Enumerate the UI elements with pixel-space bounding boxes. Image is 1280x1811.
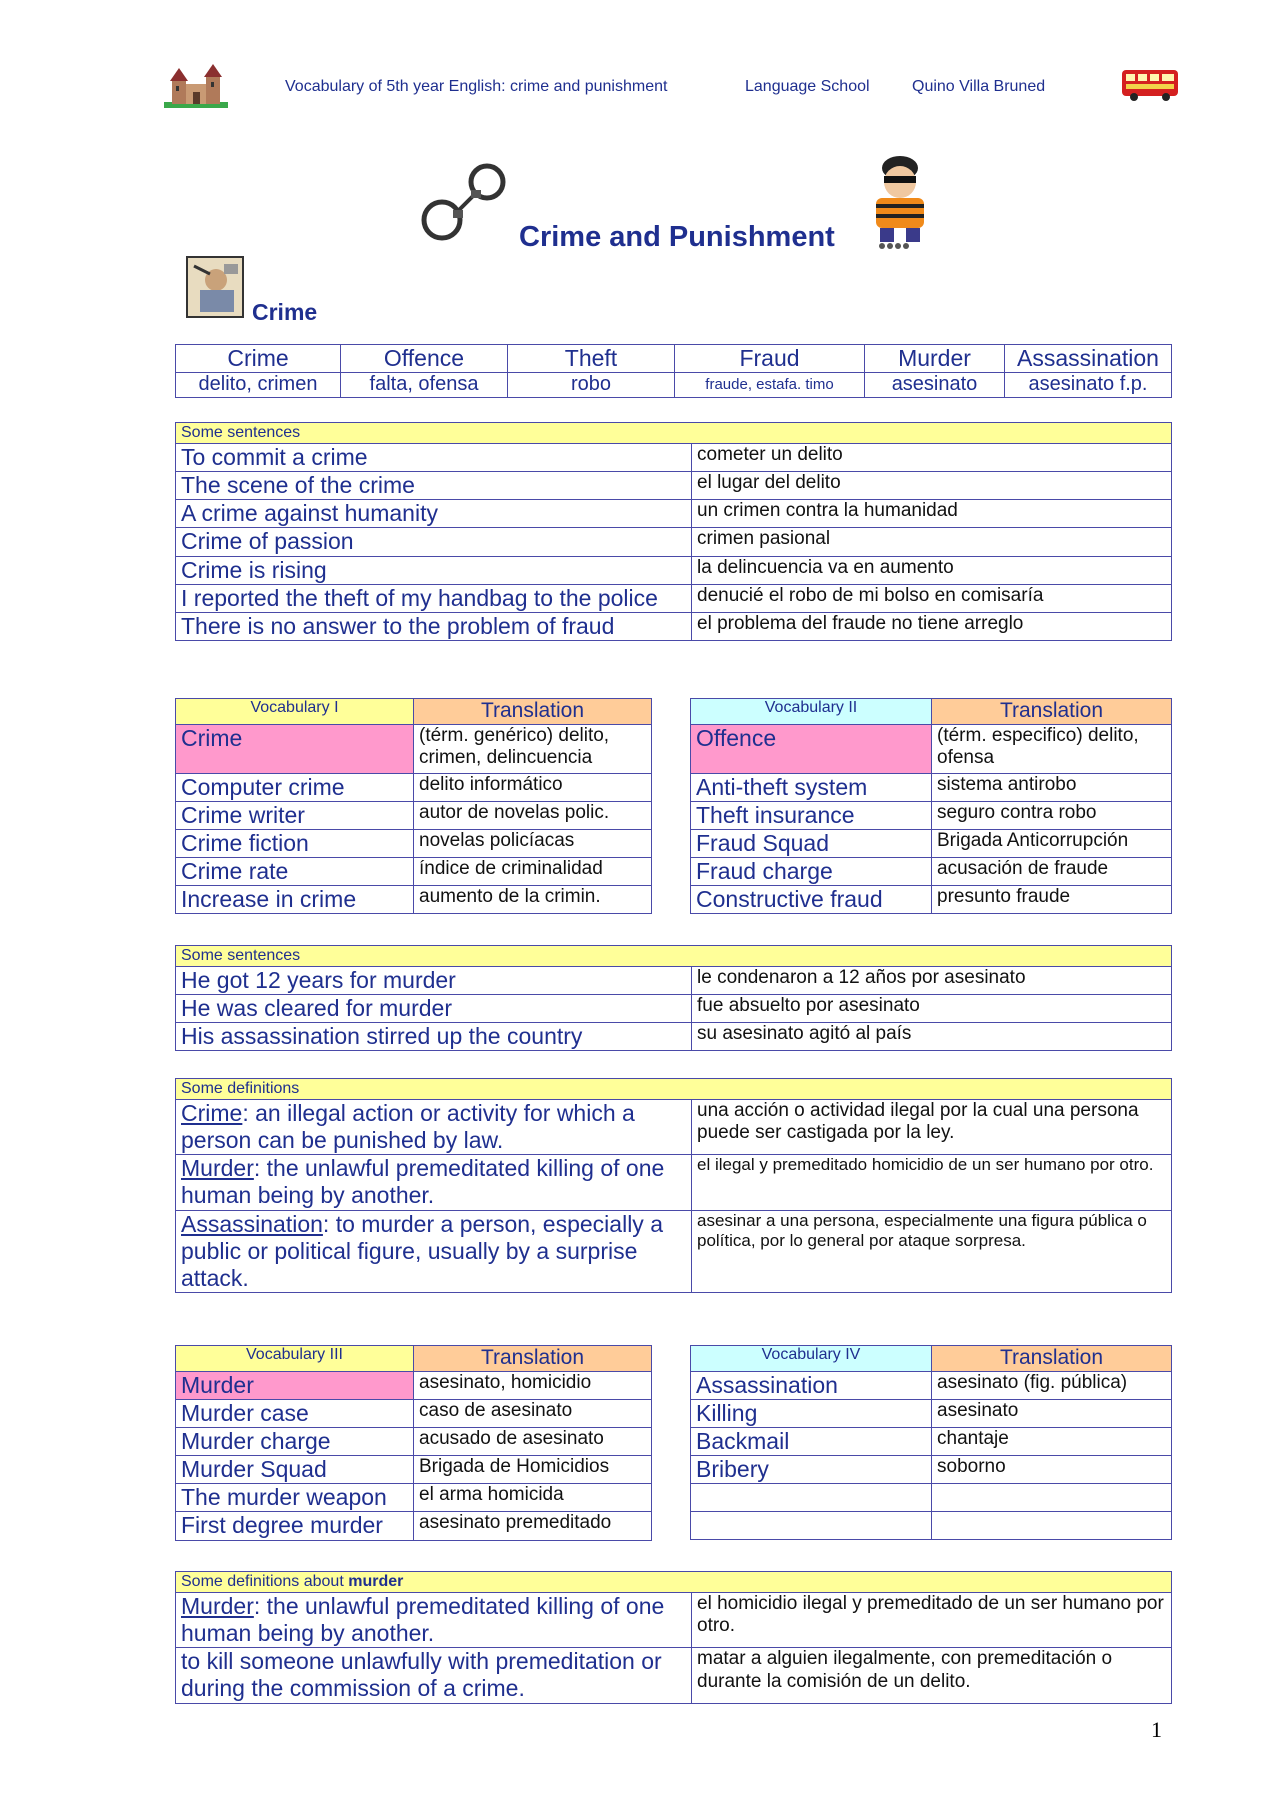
table-header-row (176, 1572, 1172, 1593)
page-header (0, 64, 1280, 104)
castle-icon (164, 64, 228, 108)
table-header: Vocabulary II (691, 699, 932, 725)
definition-text: : to murder a person, especially a public or political figure, usually by a surprise attack. (181, 1210, 663, 1291)
vocab-en: Murder Squad (176, 1456, 414, 1484)
crime-scene-icon (186, 256, 244, 318)
definition-text: : the unlawful premeditated killing of one human being by another. (181, 1593, 665, 1647)
sentences-table-1 (175, 422, 1172, 641)
table-row (176, 995, 1172, 1023)
table-row (691, 773, 1172, 801)
page-title: Crime and Punishment (519, 221, 835, 253)
vocab-es: (térm. genérico) delito, crimen, delincuencia (414, 724, 652, 773)
table-header-prefix: Some definitions about (181, 1573, 349, 1590)
vocabulary-1-table (175, 698, 652, 914)
sentence-es: el lugar del delito (692, 472, 1172, 500)
table-header: Translation (932, 1346, 1172, 1372)
vocab-es: asesinato, homicidio (414, 1371, 652, 1399)
vocab-en: Killing (691, 1399, 932, 1427)
vocab-es: seguro contra robo (932, 801, 1172, 829)
vocab-en: Crime (176, 724, 414, 773)
definition-term: Assassination (181, 1210, 323, 1237)
table-row (176, 1593, 1172, 1648)
definition-term: Crime (181, 1100, 243, 1126)
vocab-es: delito informático (414, 773, 652, 801)
header-author: Quino Villa Bruned (912, 78, 1046, 95)
table-header-row (176, 699, 652, 725)
definition-text: : the unlawful premeditated killing of one human being by another. (181, 1155, 665, 1209)
vocab-es: chantaje (932, 1428, 1172, 1456)
empty-cell (691, 1512, 932, 1540)
vocab-en: First degree murder (176, 1512, 414, 1540)
sentence-es: un crimen contra la humanidad (692, 500, 1172, 528)
table-cell: fraude, estafa. timo (675, 373, 865, 398)
table-header-row (176, 946, 1172, 967)
table-row (691, 1456, 1172, 1484)
table-header: Translation (932, 699, 1172, 725)
sentence-en: To commit a crime (176, 444, 692, 472)
table-cell: Fraud (675, 345, 865, 373)
table-row (176, 886, 652, 914)
sentence-es: le condenaron a 12 años por asesinato (692, 967, 1172, 995)
definition-es: una acción o actividad ilegal por la cual una persona puede ser castigada por la ley. (692, 1100, 1172, 1155)
vocab-es: sistema antirobo (932, 773, 1172, 801)
vocab-es: acusación de fraude (932, 858, 1172, 886)
overview-words-row (176, 345, 1172, 373)
sentences-table-2 (175, 945, 1172, 1051)
vocab-en: Crime writer (176, 801, 414, 829)
sentence-en: He got 12 years for murder (176, 967, 692, 995)
table-row (691, 1484, 1172, 1512)
vocab-es: autor de novelas polic. (414, 801, 652, 829)
definition-es: el ilegal y premeditado homicidio de un ser humano por otro. (692, 1155, 1172, 1210)
table-header: Some sentences (176, 423, 1172, 444)
sentence-en: He was cleared for murder (176, 995, 692, 1023)
vocab-en: Constructive fraud (691, 886, 932, 914)
empty-cell (932, 1512, 1172, 1540)
table-row (691, 801, 1172, 829)
definition-es: el homicidio ilegal y premeditado de un ser humano por otro. (692, 1593, 1172, 1648)
table-row (176, 1210, 1172, 1292)
table-row (691, 724, 1172, 773)
table-row (176, 444, 1172, 472)
table-header-bold: murder (348, 1573, 404, 1590)
vocab-en: Offence (691, 724, 932, 773)
definition-term: Murder (181, 1155, 254, 1182)
header-course-title: Vocabulary of 5th year English: crime and punishment (285, 78, 668, 95)
table-row (691, 1428, 1172, 1456)
table-row (176, 1399, 652, 1427)
definition-term: Murder (181, 1593, 254, 1619)
table-cell: Offence (341, 345, 508, 373)
sentence-en: The scene of the crime (176, 472, 692, 500)
vocab-en: Anti-theft system (691, 773, 932, 801)
table-header-row (176, 1346, 652, 1372)
table-row (176, 1456, 652, 1484)
sentence-es: crimen pasional (692, 528, 1172, 556)
vocab-en: Crime rate (176, 858, 414, 886)
definition-en (176, 1593, 692, 1648)
vocab-en: Increase in crime (176, 886, 414, 914)
table-row (691, 1399, 1172, 1427)
table-row (691, 1371, 1172, 1399)
sentence-en: Crime is rising (176, 556, 692, 584)
table-row (176, 967, 1172, 995)
table-row (691, 830, 1172, 858)
table-row (176, 472, 1172, 500)
table-row (176, 1428, 652, 1456)
vocabulary-2-table (690, 698, 1172, 914)
table-cell: Theft (508, 345, 675, 373)
vocab-es: aumento de la crimin. (414, 886, 652, 914)
sentence-es: la delincuencia va en aumento (692, 556, 1172, 584)
header-school: Language School (745, 78, 870, 95)
vocab-en: Murder charge (176, 1428, 414, 1456)
empty-cell (691, 1484, 932, 1512)
vocab-en: Computer crime (176, 773, 414, 801)
table-row (176, 1100, 1172, 1155)
definition-en (176, 1210, 692, 1292)
table-row (176, 724, 652, 773)
table-row (176, 830, 652, 858)
vocab-en: Fraud charge (691, 858, 932, 886)
sentence-es: su asesinato agitó al país (692, 1023, 1172, 1051)
vocab-es: índice de criminalidad (414, 858, 652, 886)
table-header: Vocabulary IV (691, 1346, 932, 1372)
table-row (176, 612, 1172, 640)
vocab-en: Murder (176, 1371, 414, 1399)
table-header: Some sentences (176, 946, 1172, 967)
vocab-en: Crime fiction (176, 830, 414, 858)
table-header-row (691, 1346, 1172, 1372)
vocab-es: asesinato premeditado (414, 1512, 652, 1540)
vocab-es: Brigada de Homicidios (414, 1456, 652, 1484)
empty-cell (932, 1484, 1172, 1512)
table-header-row (176, 1079, 1172, 1100)
vocab-es: Brigada Anticorrupción (932, 830, 1172, 858)
vocab-en: Murder case (176, 1399, 414, 1427)
table-header (176, 1572, 1172, 1593)
table-row (176, 1371, 652, 1399)
table-row (176, 556, 1172, 584)
definition-es: matar a alguien ilegalmente, con premeditación o durante la comisión de un delito. (692, 1648, 1172, 1703)
table-header-row (176, 423, 1172, 444)
vocabulary-3-table (175, 1345, 652, 1541)
table-cell: falta, ofensa (341, 373, 508, 398)
definition-text: : an illegal action or activity for which a person can be punished by law. (181, 1100, 635, 1154)
table-row (176, 1484, 652, 1512)
sentence-en: I reported the theft of my handbag to the police (176, 584, 692, 612)
table-row (176, 1155, 1172, 1210)
vocab-es: acusado de asesinato (414, 1428, 652, 1456)
definition-en (176, 1100, 692, 1155)
section-heading-crime: Crime (252, 299, 318, 325)
table-header: Vocabulary III (176, 1346, 414, 1372)
table-cell: Murder (865, 345, 1005, 373)
vocab-es: presunto fraude (932, 886, 1172, 914)
table-header: Some definitions (176, 1079, 1172, 1100)
table-row (176, 1512, 652, 1540)
table-row (691, 886, 1172, 914)
vocab-es: asesinato (fig. pública) (932, 1371, 1172, 1399)
table-row (176, 1023, 1172, 1051)
table-row (691, 858, 1172, 886)
overview-translations-row (176, 373, 1172, 398)
sentence-en: Crime of passion (176, 528, 692, 556)
thief-icon (862, 150, 937, 250)
sentence-es: el problema del fraude no tiene arreglo (692, 612, 1172, 640)
table-row (176, 801, 652, 829)
vocab-en: Backmail (691, 1428, 932, 1456)
vocab-es: caso de asesinato (414, 1399, 652, 1427)
sentence-es: cometer un delito (692, 444, 1172, 472)
table-header: Translation (414, 699, 652, 725)
definitions-table (175, 1078, 1172, 1293)
table-row (691, 1512, 1172, 1540)
definition-en (176, 1155, 692, 1210)
table-cell: asesinato (865, 373, 1005, 398)
vocab-en: Assassination (691, 1371, 932, 1399)
table-row (176, 500, 1172, 528)
vocab-es: el arma homicida (414, 1484, 652, 1512)
definition-es: asesinar a una persona, especialmente una figura pública o política, por lo general por ataque sorpresa. (692, 1210, 1172, 1292)
vocab-es: novelas policíacas (414, 830, 652, 858)
sentence-en: There is no answer to the problem of fraud (176, 612, 692, 640)
page-number: 1 (1151, 1717, 1162, 1742)
vocab-es: soborno (932, 1456, 1172, 1484)
vocab-en: Bribery (691, 1456, 932, 1484)
table-row (176, 528, 1172, 556)
table-cell: delito, crimen (176, 373, 341, 398)
table-row (176, 1648, 1172, 1703)
table-cell: Crime (176, 345, 341, 373)
murder-definitions-table (175, 1571, 1172, 1704)
table-row (176, 858, 652, 886)
handcuffs-icon (417, 160, 512, 250)
vocabulary-4-table (690, 1345, 1172, 1540)
definition-en: to kill someone unlawfully with premeditation or during the commission of a crime. (176, 1648, 692, 1703)
table-cell: robo (508, 373, 675, 398)
sentence-es: denucié el robo de mi bolso en comisaría (692, 584, 1172, 612)
vocab-en: The murder weapon (176, 1484, 414, 1512)
table-cell: Assassination (1005, 345, 1172, 373)
table-header: Translation (414, 1346, 652, 1372)
vocab-en: Fraud Squad (691, 830, 932, 858)
vocab-es: (térm. especifico) delito, ofensa (932, 724, 1172, 773)
sentence-en: A crime against humanity (176, 500, 692, 528)
table-row (176, 584, 1172, 612)
overview-table (175, 344, 1172, 398)
table-cell: asesinato f.p. (1005, 373, 1172, 398)
table-row (176, 773, 652, 801)
bus-icon (1120, 66, 1180, 102)
sentence-en: His assassination stirred up the country (176, 1023, 692, 1051)
sentence-es: fue absuelto por asesinato (692, 995, 1172, 1023)
vocab-en: Theft insurance (691, 801, 932, 829)
table-header: Vocabulary I (176, 699, 414, 725)
table-header-row (691, 699, 1172, 725)
vocab-es: asesinato (932, 1399, 1172, 1427)
